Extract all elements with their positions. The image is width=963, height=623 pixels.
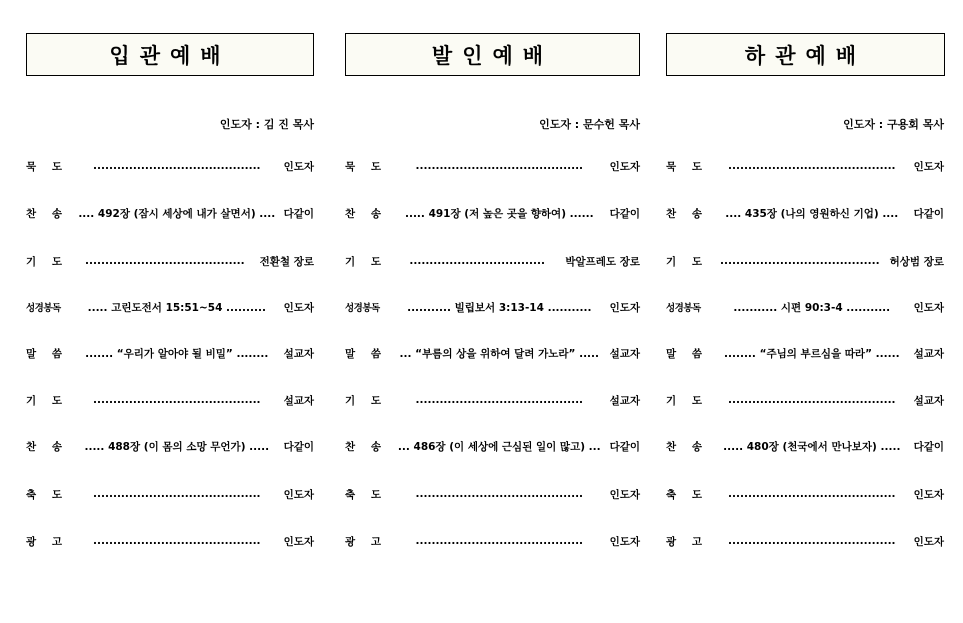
order-label xyxy=(26,346,74,361)
order-content: .......................................... xyxy=(93,488,261,500)
order-person: 다같이 xyxy=(913,440,944,453)
order-person: 다같이 xyxy=(283,440,314,453)
order-person: 전환철 장로 xyxy=(259,255,314,268)
order-label-char: 기 xyxy=(26,255,37,268)
order-label xyxy=(666,300,714,314)
order-label-char: 성경봉독 xyxy=(345,303,380,314)
order-person: 허상범 장로 xyxy=(889,255,944,268)
order-person: 설교자 xyxy=(913,394,944,407)
order-row xyxy=(26,346,314,360)
order-person: 인도자 xyxy=(609,160,640,173)
order-label-char: 도 xyxy=(370,160,381,173)
order-label-char: 기 xyxy=(345,394,356,407)
order-person: 인도자 xyxy=(609,535,640,548)
service-column-hagwan xyxy=(666,0,944,623)
order-label-char: 송 xyxy=(691,440,702,453)
order-content: .................................. xyxy=(409,255,545,267)
order-content: ..... 480장 (천국에서 만나보자) ..... xyxy=(723,440,901,453)
service-leader: 인도자 : 문수헌 목사 xyxy=(539,118,640,131)
order-person: 인도자 xyxy=(283,301,314,314)
order-row xyxy=(26,534,314,548)
order-row xyxy=(26,206,314,220)
order-label xyxy=(26,300,74,314)
order-label-char: 씀 xyxy=(691,347,702,360)
service-title: 발인예배 xyxy=(345,33,640,76)
order-row xyxy=(345,254,640,268)
order-label-char: 광 xyxy=(666,535,677,548)
order-label xyxy=(26,487,74,502)
service-leader: 인도자 : 구용회 목사 xyxy=(843,118,944,131)
order-content: ..... 491장 (저 높은 곳을 향하여) ...... xyxy=(404,207,594,220)
order-content: .......................................... xyxy=(415,535,584,547)
order-content: .......................................... xyxy=(93,535,261,547)
order-label-char: 기 xyxy=(666,255,677,268)
order-label-char: 송 xyxy=(370,440,381,453)
order-label xyxy=(666,159,714,174)
order-label-char: 축 xyxy=(345,488,356,501)
order-label xyxy=(666,254,714,269)
order-label xyxy=(345,346,393,361)
order-person: 다같이 xyxy=(283,207,314,220)
order-label-char: 도 xyxy=(370,255,381,268)
order-person: 설교자 xyxy=(609,394,640,407)
order-label-char: 도 xyxy=(370,488,381,501)
order-row xyxy=(345,487,640,501)
order-label xyxy=(345,393,393,408)
order-label xyxy=(345,439,393,454)
order-label-char: 도 xyxy=(691,255,702,268)
order-person: 설교자 xyxy=(913,347,944,360)
order-content: .......................................... xyxy=(93,394,261,406)
order-row xyxy=(345,534,640,548)
service-leader: 인도자 : 김 진 목사 xyxy=(219,118,314,131)
order-content: ........................................ xyxy=(720,255,880,267)
order-content: ..... 488장 (이 몸의 소망 무언가) ..... xyxy=(84,440,270,453)
order-label-char: 말 xyxy=(345,347,356,360)
order-label xyxy=(345,206,393,221)
order-label-char: 도 xyxy=(51,394,62,407)
order-row xyxy=(666,300,944,314)
order-label-char: 찬 xyxy=(345,207,356,220)
order-label-char: 도 xyxy=(691,394,702,407)
order-label-char: 찬 xyxy=(666,440,677,453)
order-label-char: 묵 xyxy=(26,160,37,173)
order-label xyxy=(26,439,74,454)
order-row xyxy=(666,393,944,407)
order-content: ........... 빌립보서 3:13-14 ........... xyxy=(407,301,592,314)
order-person: 인도자 xyxy=(283,535,314,548)
order-label-char: 성경봉독 xyxy=(666,303,701,314)
order-label-char: 묵 xyxy=(345,160,356,173)
order-label-char: 기 xyxy=(345,255,356,268)
order-label-char: 도 xyxy=(691,160,702,173)
order-content: ....... “우리가 알아야 될 비밀” ........ xyxy=(85,347,269,360)
order-person: 설교자 xyxy=(283,394,314,407)
order-label-char: 찬 xyxy=(345,440,356,453)
order-content: .......................................... xyxy=(93,160,261,172)
order-row xyxy=(666,487,944,501)
order-person: 인도자 xyxy=(913,535,944,548)
order-label-char: 도 xyxy=(51,488,62,501)
order-row xyxy=(666,254,944,268)
order-person: 다같이 xyxy=(609,440,640,453)
order-content: ... 486장 (이 세상에 근심된 일이 많고) ... xyxy=(397,440,601,453)
order-row xyxy=(345,300,640,314)
order-label xyxy=(345,487,393,502)
order-content: ........................................ xyxy=(85,255,245,267)
order-person: 인도자 xyxy=(913,488,944,501)
order-row xyxy=(26,254,314,268)
order-row xyxy=(26,439,314,453)
order-label-char: 도 xyxy=(51,255,62,268)
order-row xyxy=(26,393,314,407)
order-row xyxy=(666,534,944,548)
order-content: .......................................... xyxy=(728,488,896,500)
order-row xyxy=(666,206,944,220)
order-person: 설교자 xyxy=(283,347,314,360)
order-label-char: 기 xyxy=(666,394,677,407)
order-label-char: 고 xyxy=(691,535,702,548)
order-label-char: 말 xyxy=(26,347,37,360)
order-person: 다같이 xyxy=(913,207,944,220)
order-label-char: 송 xyxy=(51,440,62,453)
order-label-char: 송 xyxy=(51,207,62,220)
service-column-ipgwan xyxy=(26,0,314,623)
order-label xyxy=(345,159,393,174)
order-content: .......................................... xyxy=(415,488,584,500)
order-row xyxy=(345,159,640,173)
order-label-char: 축 xyxy=(26,488,37,501)
order-content: .......................................... xyxy=(415,394,584,406)
order-row xyxy=(345,346,640,360)
order-person: 인도자 xyxy=(283,488,314,501)
order-content: .......................................... xyxy=(728,394,896,406)
order-person: 인도자 xyxy=(609,301,640,314)
order-person: 인도자 xyxy=(609,488,640,501)
order-label-char: 송 xyxy=(370,207,381,220)
order-person: 박알프레도 장로 xyxy=(565,255,640,268)
order-label xyxy=(666,346,714,361)
order-content: ........ “주님의 부르심을 따라” ...... xyxy=(724,347,900,360)
order-person: 다같이 xyxy=(609,207,640,220)
order-row xyxy=(26,159,314,173)
order-row xyxy=(345,439,640,453)
order-label xyxy=(26,534,74,549)
order-label xyxy=(666,393,714,408)
order-label-char: 씀 xyxy=(370,347,381,360)
order-person: 인도자 xyxy=(913,301,944,314)
order-label xyxy=(26,254,74,269)
order-label-char: 씀 xyxy=(51,347,62,360)
order-row xyxy=(345,393,640,407)
order-content: ........... 시편 90:3-4 ........... xyxy=(733,301,891,314)
order-content: .... 492장 (잠시 세상에 내가 살면서) .... xyxy=(78,207,276,220)
order-label-char: 광 xyxy=(26,535,37,548)
order-content: .......................................... xyxy=(728,160,896,172)
order-label-char: 고 xyxy=(370,535,381,548)
order-content: ... “부름의 상을 위하여 달려 가노라” ..... xyxy=(399,347,600,360)
order-content: .......................................... xyxy=(415,160,584,172)
order-person: 인도자 xyxy=(913,160,944,173)
order-label xyxy=(666,534,714,549)
order-person: 인도자 xyxy=(283,160,314,173)
order-label xyxy=(345,534,393,549)
order-label-char: 광 xyxy=(345,535,356,548)
order-label-char: 고 xyxy=(51,535,62,548)
order-label xyxy=(345,300,393,314)
order-row xyxy=(666,346,944,360)
order-label-char: 찬 xyxy=(26,440,37,453)
order-label-char: 기 xyxy=(26,394,37,407)
order-content: ..... 고린도전서 15:51~54 .......... xyxy=(87,301,266,314)
order-label xyxy=(345,254,393,269)
service-title: 하관예배 xyxy=(666,33,945,76)
order-person: 설교자 xyxy=(609,347,640,360)
service-column-balin xyxy=(345,0,640,623)
order-label xyxy=(666,439,714,454)
service-title: 입관예배 xyxy=(26,33,314,76)
order-label xyxy=(26,159,74,174)
order-label-char: 찬 xyxy=(666,207,677,220)
order-row xyxy=(26,487,314,501)
order-label-char: 찬 xyxy=(26,207,37,220)
order-row xyxy=(26,300,314,314)
order-label xyxy=(26,393,74,408)
order-content: .......................................... xyxy=(728,535,896,547)
order-label-char: 도 xyxy=(51,160,62,173)
order-row xyxy=(666,439,944,453)
order-label xyxy=(666,487,714,502)
order-label-char: 말 xyxy=(666,347,677,360)
order-label xyxy=(26,206,74,221)
order-row xyxy=(345,206,640,220)
order-content: .... 435장 (나의 영원하신 기업) .... xyxy=(725,207,899,220)
order-label-char: 송 xyxy=(691,207,702,220)
order-label xyxy=(666,206,714,221)
order-label-char: 성경봉독 xyxy=(26,303,61,314)
order-label-char: 축 xyxy=(666,488,677,501)
order-row xyxy=(666,159,944,173)
order-label-char: 묵 xyxy=(666,160,677,173)
order-label-char: 도 xyxy=(370,394,381,407)
order-label-char: 도 xyxy=(691,488,702,501)
